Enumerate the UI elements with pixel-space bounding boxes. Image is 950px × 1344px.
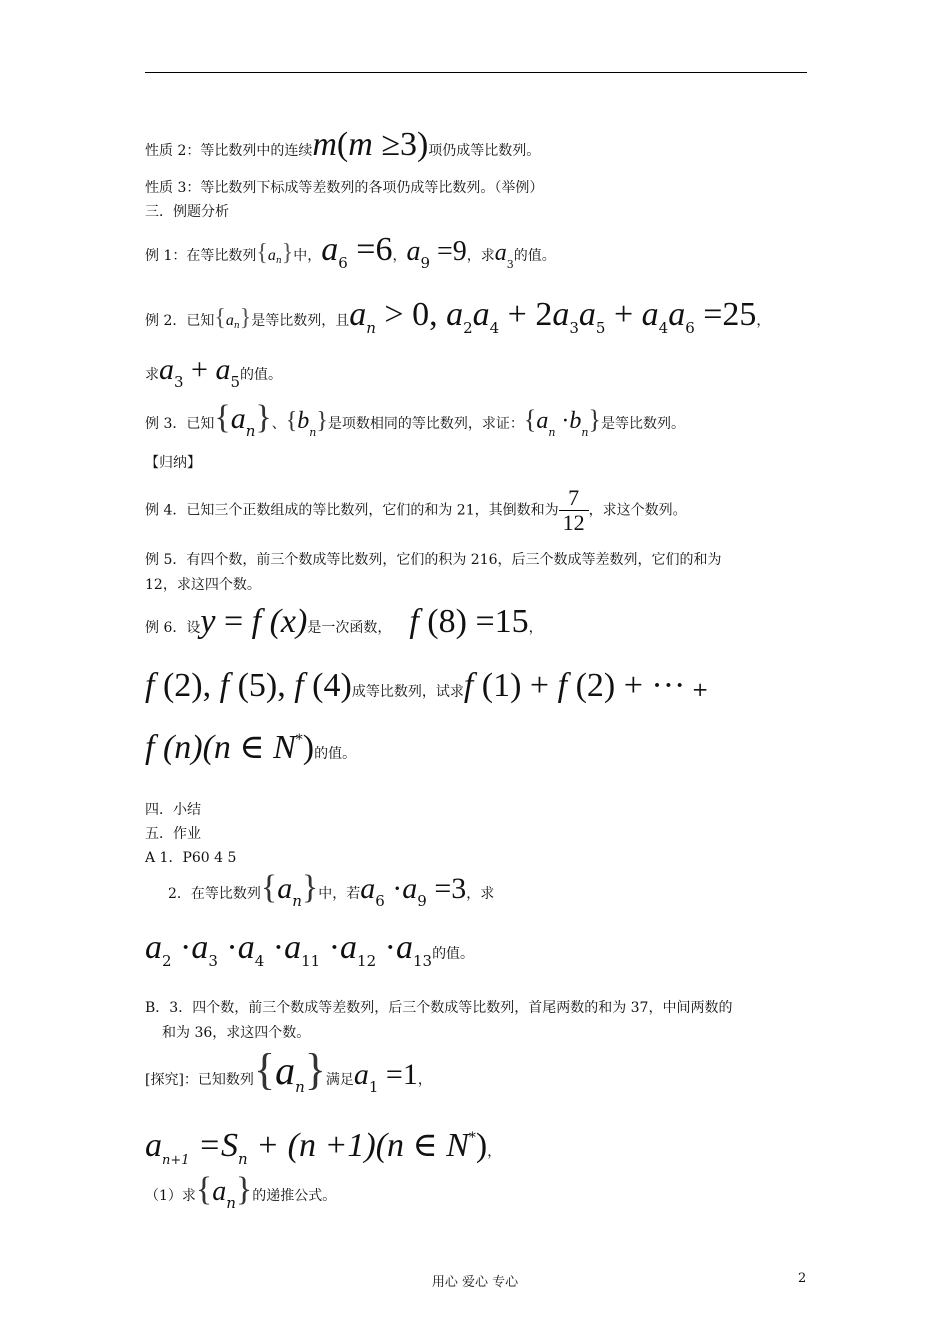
example-2-text: 例 2．已知 <box>145 313 215 329</box>
example-1-line <box>145 231 556 275</box>
math-eq: = <box>215 603 252 640</box>
comma: ， <box>417 1072 432 1088</box>
homework-2-mid: 中，若 <box>318 886 361 902</box>
footer-text: 用心 爱心 专心 <box>431 1275 519 1290</box>
sub: 5 <box>595 319 606 337</box>
comma: ， <box>392 248 407 264</box>
math-a: a <box>472 296 490 333</box>
brace-right: } <box>301 869 319 906</box>
sub: n <box>295 1078 305 1096</box>
comma: ， <box>528 620 543 636</box>
example-1-text: 例 1：在等比数列 <box>145 248 257 264</box>
fraction-denominator: 12 <box>562 510 585 535</box>
math-a6: a <box>321 231 339 268</box>
example-4-text: 例 4．已知三个正数组成的等比数列，它们的和为 21，其倒数和为 <box>145 502 559 519</box>
homework-a-1: A 1．P60 4 5 <box>145 850 237 866</box>
math-dot: · <box>264 929 285 966</box>
brace-left: { <box>256 240 268 266</box>
homework-a-2-line-2 <box>145 929 475 971</box>
sub: n <box>292 892 302 910</box>
property-2-line <box>145 126 541 163</box>
brace-left: { <box>285 408 298 434</box>
math-f: f <box>409 603 419 640</box>
question-text: （1）求 <box>145 1188 196 1204</box>
brace-left: { <box>214 305 226 331</box>
math-a6: a <box>360 872 376 905</box>
math-gt0: > 0, <box>375 296 447 333</box>
math-an: a <box>225 312 234 329</box>
math-f: f <box>463 667 474 704</box>
math-a: a <box>395 929 413 966</box>
comma: ， <box>487 1144 502 1160</box>
question-tail: 的递推公式。 <box>252 1188 337 1204</box>
example-4-line <box>145 486 687 535</box>
math-fn: (n)(n ∈ N <box>154 729 296 766</box>
brace-right: } <box>588 405 601 434</box>
sub: 5 <box>230 373 241 391</box>
math-a3: a <box>159 353 174 386</box>
brace-right: } <box>281 240 294 266</box>
property-3-line: 性质 3：等比数列下标成等差数列的各项仍成等比数列。（举例） <box>145 180 544 196</box>
example-6-text: 例 6．设 <box>145 620 201 636</box>
math-f: f <box>251 603 262 640</box>
comma: ， <box>756 313 771 329</box>
math-bn: b <box>297 408 310 434</box>
brace-right: } <box>255 399 272 436</box>
sub: 3 <box>569 319 579 337</box>
math-plus: + <box>605 296 642 333</box>
math-star: * <box>295 732 303 748</box>
ask: ，求 <box>466 248 495 264</box>
example-2-mid: 是等比数列，且 <box>251 313 350 329</box>
math-a: a <box>552 296 570 333</box>
example-2-line <box>145 296 771 338</box>
math-sub-n: n <box>275 256 282 266</box>
sub: n <box>238 1150 248 1168</box>
math-an: a <box>212 1176 227 1207</box>
homework-2-text: 2．在等比数列 <box>168 886 261 902</box>
example-4-tail: ，求这个数列。 <box>588 502 687 519</box>
section-4-heading: 四．小结 <box>145 802 201 818</box>
example-5-line-1: 例 5．有四个数，前三个数成等比数列，它们的积为 216，后三个数成等差数列，它们的和为 <box>145 552 722 568</box>
math-an2: a <box>349 296 367 333</box>
math-a9: a <box>406 236 421 267</box>
brace-right: } <box>304 1045 326 1094</box>
math-an: a <box>267 247 276 264</box>
math-sub-6: 6 <box>338 254 348 272</box>
math-dot: · <box>320 929 341 966</box>
math-f4: (4) <box>303 667 352 704</box>
math-plus: + <box>183 353 216 386</box>
example-5-line-2: 12，求这四个数。 <box>145 577 261 593</box>
sub: 3 <box>174 373 184 391</box>
sub: 4 <box>658 319 669 337</box>
math-y: y <box>200 603 216 640</box>
math-plus: + 2 <box>499 296 553 333</box>
math-a: a <box>446 296 464 333</box>
example-1-mid: 中， <box>293 248 322 264</box>
math-plus: + <box>685 677 709 701</box>
math-f: f <box>145 729 155 766</box>
math-eq3: =3 <box>426 872 467 905</box>
math-an: a <box>277 872 293 905</box>
brace-right: } <box>239 305 252 331</box>
brace-left: { <box>214 399 231 436</box>
math-a: a <box>145 1127 162 1164</box>
math-a: a <box>641 296 659 333</box>
sub: n <box>245 422 256 440</box>
explore-line-2 <box>145 1128 501 1171</box>
math-f2: (2), <box>154 667 220 704</box>
example-3-line <box>145 399 685 443</box>
math-rest: + (n +1)(n ∈ N <box>247 1127 469 1164</box>
math-a: a <box>578 296 596 333</box>
sub: 4 <box>254 952 265 970</box>
sub: 2 <box>162 952 172 970</box>
math-sub-n2: n <box>366 319 376 337</box>
math-bn: b <box>569 408 582 434</box>
example-3-text: 例 3．已知 <box>145 416 215 432</box>
value-text: 的值。 <box>240 367 283 383</box>
brace-left: { <box>195 1171 213 1208</box>
math-m2: m <box>348 126 373 163</box>
math-close: ) <box>302 729 315 766</box>
math-f: f <box>219 667 230 704</box>
value-text: 的值。 <box>314 746 357 762</box>
math-a1: a <box>353 1058 369 1091</box>
example-6-line <box>145 603 543 640</box>
math-dot: · <box>384 872 403 905</box>
sub: n <box>581 426 589 439</box>
explore-question-1 <box>145 1171 337 1213</box>
math-dot: · <box>376 929 396 966</box>
sub: n+1 <box>162 1153 190 1168</box>
sub: 2 <box>463 319 473 337</box>
ask: ，求 <box>466 886 495 902</box>
sub: 6 <box>685 319 695 337</box>
value-text: 的值。 <box>513 248 556 264</box>
math-x: (x) <box>261 603 308 640</box>
example-6-mid-2: 成等比数列，试求 <box>351 684 464 700</box>
math-sub-n: n <box>233 321 240 331</box>
math-ge: ≥3) <box>372 126 429 163</box>
example-3-mid: 是项数相同的等比数列，求证： <box>327 416 524 432</box>
math-a: a <box>191 929 209 966</box>
math-f5: (5), <box>229 667 295 704</box>
brace-left: { <box>253 1045 276 1094</box>
math-a: a <box>284 929 302 966</box>
section-5-heading: 五．作业 <box>145 826 201 842</box>
property-2-tail: 项仍成等比数列。 <box>428 143 541 159</box>
summary-label: 【归纳】 <box>145 455 201 471</box>
math-sub-9: 9 <box>420 254 430 272</box>
math-f1: (1) + <box>473 667 558 704</box>
math-eq9: =9 <box>430 236 467 267</box>
example-6-mid: 是一次函数， <box>307 620 392 636</box>
sub: 1 <box>368 1078 379 1096</box>
sub: 4 <box>489 319 500 337</box>
example-6-line-3 <box>145 730 356 764</box>
math-eq25: =25 <box>694 296 757 333</box>
sub: 3 <box>208 952 218 970</box>
math-a: a <box>668 296 686 333</box>
math-a: a <box>237 929 255 966</box>
math-f2b: (2) + ··· <box>567 667 686 704</box>
homework-b-3-line-2: 和为 36，求这四个数。 <box>162 1025 311 1041</box>
brace-left: { <box>523 405 537 434</box>
value-text: 的值。 <box>432 946 475 962</box>
explore-text: [探究]：已知数列 <box>145 1072 254 1088</box>
section-3-heading: 三．例题分析 <box>145 204 229 220</box>
math-sub-3: 3 <box>506 258 514 271</box>
math-dot: · <box>171 929 192 966</box>
sub: 12 <box>357 952 377 970</box>
property-2-text: 性质 2：等比数列中的连续 <box>145 143 313 159</box>
math-a5: a <box>215 353 231 386</box>
separator: 、 <box>271 416 286 432</box>
math-paren: ( <box>336 126 349 163</box>
page-number: 2 <box>798 1271 807 1286</box>
fraction-7-12 <box>559 486 589 535</box>
brace-right: } <box>235 1171 253 1208</box>
homework-b-3-line-1: B．3．四个数，前三个数成等差数列，后三个数成等比数列，首尾两数的和为 37，中间两数的 <box>145 1000 733 1016</box>
math-f: f <box>294 667 304 704</box>
math-eq-s: =S <box>189 1127 238 1164</box>
sub: 13 <box>412 952 433 970</box>
example-6-line-2 <box>145 667 709 704</box>
ask: 求 <box>145 367 159 383</box>
explore-mid: 满足 <box>325 1072 354 1088</box>
math-f: f <box>145 667 155 704</box>
example-2-line-2 <box>145 353 283 392</box>
sub: n <box>309 426 317 439</box>
sub: n <box>548 426 556 439</box>
brace-right: } <box>316 408 328 434</box>
math-a: a <box>340 929 358 966</box>
sub: 9 <box>417 892 427 910</box>
sub: 11 <box>301 952 321 970</box>
explore-line <box>145 1045 432 1097</box>
math-m: m <box>312 126 337 163</box>
fraction-numerator: 7 <box>559 486 589 511</box>
math-dot: · <box>217 929 238 966</box>
sub: n <box>226 1194 236 1212</box>
math-a9: a <box>402 872 418 905</box>
math-dot: · <box>555 408 570 434</box>
math-eq1: =1 <box>378 1058 418 1091</box>
math-an: a <box>536 408 549 434</box>
math-an: a <box>275 1048 296 1093</box>
sub: 6 <box>375 892 385 910</box>
math-a: a <box>145 929 162 966</box>
math-star: * <box>468 1130 476 1146</box>
math-a3: a <box>494 240 507 266</box>
math-f: f <box>557 667 568 704</box>
homework-a-2-line <box>168 869 495 911</box>
math-eq6: =6 <box>347 231 393 268</box>
math-close: ) <box>475 1127 488 1164</box>
math-an: a <box>230 402 246 435</box>
header-rule <box>145 72 807 73</box>
example-3-tail: 是等比数列。 <box>601 416 685 432</box>
math-f8: (8) =15 <box>418 603 529 640</box>
brace-left: { <box>260 869 278 906</box>
